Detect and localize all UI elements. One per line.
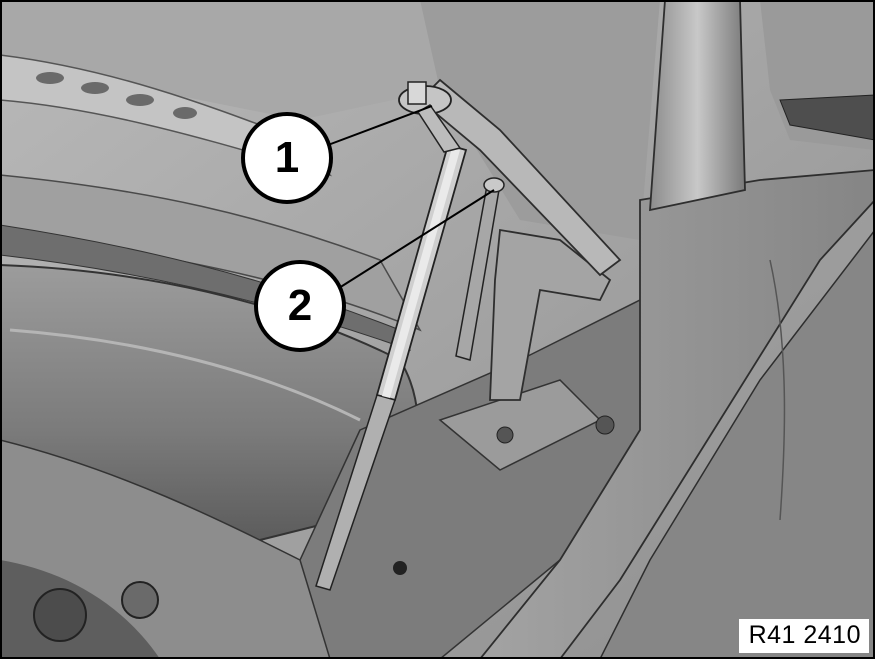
- callout-2-label: 2: [287, 281, 313, 330]
- callout-1-label: 1: [274, 133, 300, 182]
- figure-reference-code: R41 2410: [739, 619, 869, 653]
- a-pillar: [650, 0, 745, 210]
